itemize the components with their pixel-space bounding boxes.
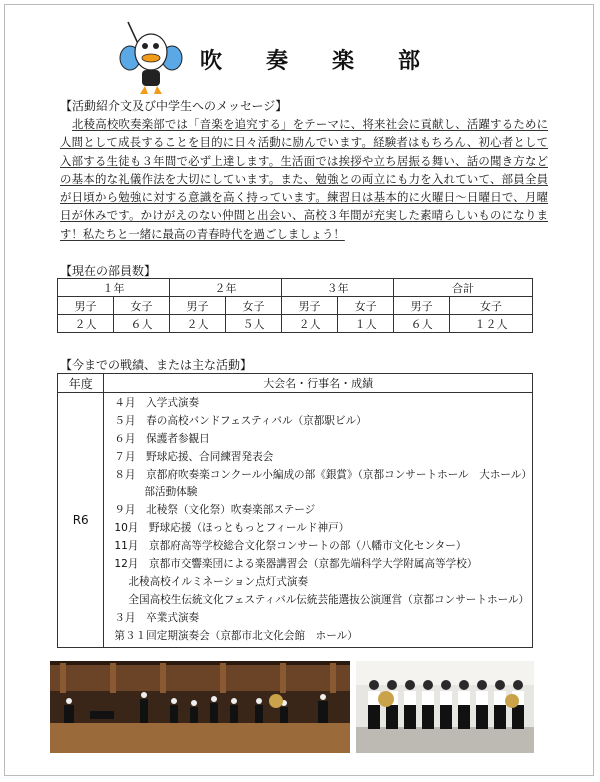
activities-table — [57, 373, 533, 648]
activities-heading: 【今までの戦績、または主な活動】 — [60, 358, 253, 372]
event-item: 北稜高校イルミネーション点灯式演奏 — [128, 575, 309, 588]
grade-header: ３年 — [282, 279, 394, 297]
gender-header: 男子 — [58, 297, 114, 315]
gender-header: 男子 — [170, 297, 226, 315]
event-item: 12月 京都市交響楽団による楽器講習会（京都先端科学大学附属高等学校） — [114, 558, 478, 571]
grade-header: ２年 — [170, 279, 282, 297]
gender-header: 男子 — [282, 297, 338, 315]
title-char: 奏 — [265, 48, 288, 74]
member-count: ２人 — [282, 315, 338, 333]
concert-photo — [50, 661, 350, 753]
event-item: 11月 京都府高等学校総合文化祭コンサートの部（八幡市文化センター） — [114, 540, 467, 553]
event-item: ３月 卒業式演奏 — [114, 611, 200, 624]
grade-header: １年 — [58, 279, 170, 297]
member-count: ６人 — [394, 315, 450, 333]
event-item: 全国高校生伝統文化フェスティバル伝統芸能選抜公演運営（京都コンサートホール） — [128, 593, 530, 606]
event-item: ４月 入学式演奏 — [114, 397, 200, 409]
table-row — [58, 279, 533, 297]
members-table — [57, 278, 533, 333]
year-column-header: 年度 — [58, 374, 104, 393]
events-cell — [104, 393, 533, 648]
title-char: 楽 — [331, 48, 354, 74]
event-item: ９月 北稜祭（文化祭）吹奏楽部ステージ — [114, 504, 316, 517]
gender-header: 女子 — [450, 297, 533, 315]
event-item: ８月 京都府吹奏楽コンクール小編成の部《銀賞》（京都コンサートホール 大ホール） — [114, 468, 532, 481]
event-item: 第３１回定期演奏会（京都市北文化会館 ホール） — [114, 629, 358, 642]
title-char: 部 — [397, 48, 420, 74]
intro-heading: 【活動紹介文及び中学生へのメッセージ】 — [60, 99, 288, 113]
member-count: ５人 — [226, 315, 282, 333]
events-column-header: 大会名・行事名・成績 — [104, 374, 533, 393]
mascot-illustration — [118, 18, 184, 96]
member-count: １２人 — [450, 315, 533, 333]
member-count: ２人 — [170, 315, 226, 333]
event-item: 部活動体験 — [144, 486, 198, 499]
gender-header: 女子 — [114, 297, 170, 315]
page-title — [200, 44, 420, 75]
title-char: 吹 — [200, 48, 223, 74]
group-photo — [356, 661, 534, 753]
intro-body: 北稜高校吹奏楽部では「音楽を追究する」をテーマに、将来社会に貢献し、活躍するために人間として成長することを目的に日々活動に励んでいます。経験者はもちろん、初心者として入部する生徒も３年間で必ず上達します。生活面では挨拶や立ち居振る舞い、話の聞き方などの基本的な礼儀作法を大切にしています。また、勉強との両立にも力を入れていて、部員全員が日頃から勉強に対する意識を高く持っています。練習日は基本的に火曜日～日曜日で、月曜日が休みです。かけがえのない仲間と出会い、高校３年間が充実した素晴らしいものになります！私たちと一緒に最高の青春時代を過ごしましょう！ — [60, 117, 548, 241]
members-heading: 【現在の部員数】 — [60, 264, 157, 278]
table-row — [58, 393, 533, 648]
grade-header: 合計 — [394, 279, 533, 297]
gender-header: 男子 — [394, 297, 450, 315]
table-row — [58, 297, 533, 315]
year-cell: R6 — [58, 393, 104, 648]
table-row — [58, 315, 533, 333]
member-count: ２人 — [58, 315, 114, 333]
member-count: ６人 — [114, 315, 170, 333]
member-count: １人 — [338, 315, 394, 333]
table-row — [58, 374, 533, 393]
event-item: ６月 保護者参観日 — [114, 432, 210, 445]
event-item: ７月 野球応援、合同練習発表会 — [114, 450, 274, 463]
event-item: 10月 野球応援（ほっともっとフィールド神戸） — [114, 522, 350, 535]
gender-header: 女子 — [338, 297, 394, 315]
gender-header: 女子 — [226, 297, 282, 315]
event-item: ５月 春の高校バンドフェスティバル（京都駅ビル） — [114, 414, 367, 427]
